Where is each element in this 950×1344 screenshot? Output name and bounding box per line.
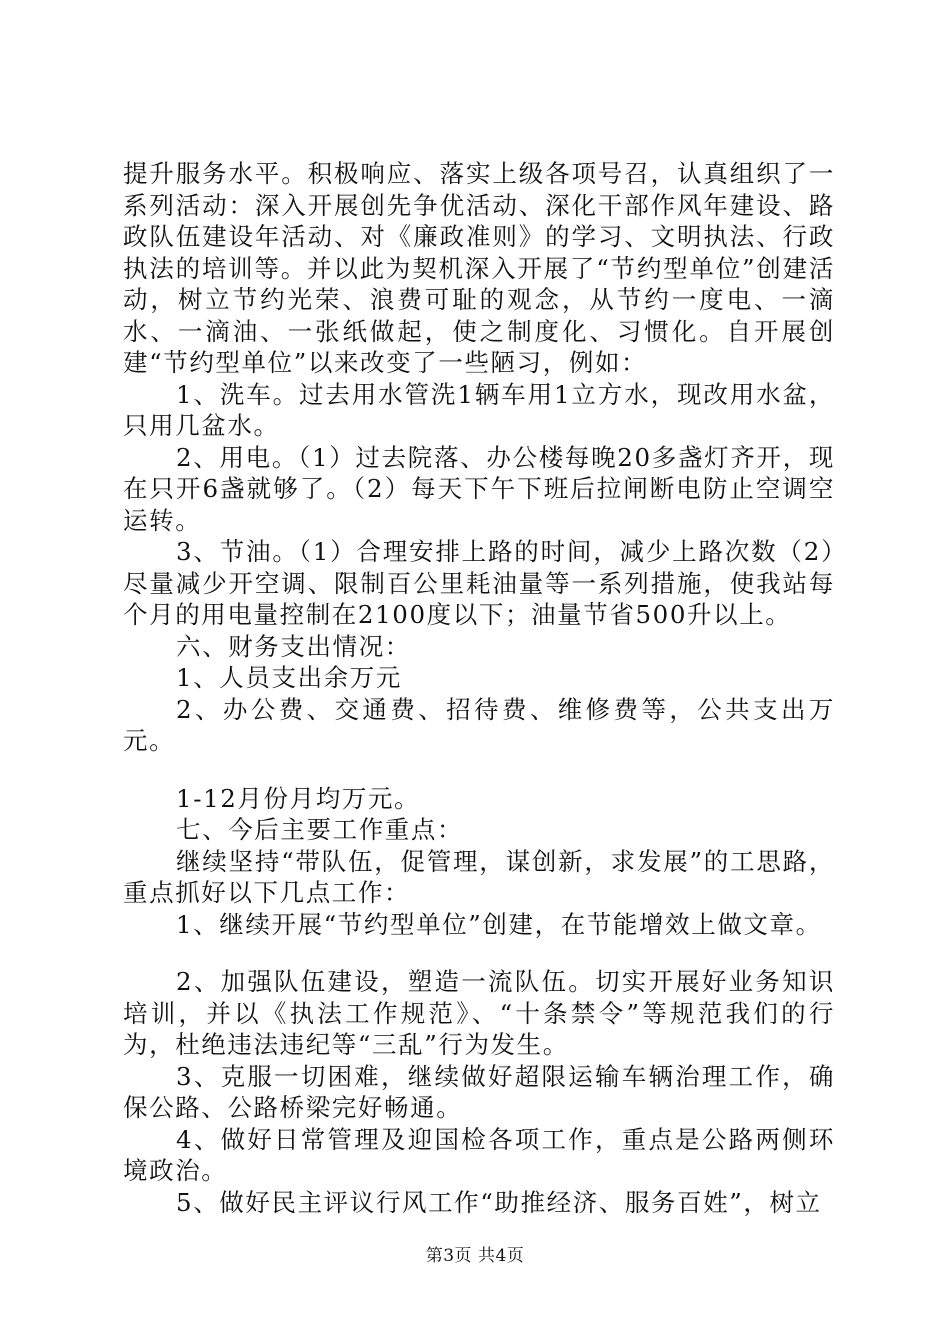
paragraph-task-5: 5、做好民主评议行风工作“助推经济、服务百姓”，树立 bbox=[176, 1187, 822, 1217]
paragraph-electricity: 2、用电。（1）过去院落、办公楼每晚20多盏灯齐开，现在只开6盏就够了。（2）每天下午下班后拉闸断电防止空调空运转。 bbox=[123, 442, 835, 535]
paragraph-public-expense: 2、办公费、交通费、招待费、维修费等，公共支出万元。 bbox=[123, 694, 835, 755]
page-footer: 第3页 共4页 bbox=[425, 1246, 525, 1266]
paragraph-monthly-average: 1-12月份月均万元。 bbox=[176, 783, 421, 813]
paragraph-task-4: 4、做好日常管理及迎国检各项工作，重点是公路两侧环境政治。 bbox=[123, 1124, 835, 1185]
paragraph-fuel: 3、节油。（1）合理安排上路的时间，减少上路次数（2）尽量减少开空调、限制百公里耗油量等一系列措施，使我站每个月的用电量控制在2100度以下；油量节省500升以上。 bbox=[123, 537, 835, 629]
document-body bbox=[123, 158, 835, 1218]
section-heading-future-work: 七、今后主要工作重点： bbox=[176, 815, 464, 844]
paragraph-task-1: 1、继续开展“节约型单位”创建，在节能增效上做文章。 bbox=[176, 909, 822, 939]
paragraph-work-approach: 继续坚持“带队伍，促管理，谋创新，求发展”的工思路，重点抓好以下几点工作： bbox=[123, 846, 835, 907]
section-heading-finance: 六、财务支出情况： bbox=[176, 631, 411, 661]
paragraph-intro: 提升服务水平。积极响应、落实上级各项号召，认真组织了一系列活动：深入开展创先争优活动、深化干部作风年建设、路政队伍建设年活动、对《廉政准则》的学习、文明执法、行政执法的培训等。并以此为契机深入开展了“节约型单位”创建活动，树立节约光荣、浪费可耻的观念，从节约一度电、一滴水、一滴油、一张纸做起，使之制度化、习惯化。自开展创建“节约型单位”以来改变了一些陋习，例如： bbox=[123, 159, 835, 377]
paragraph-personnel-expense: 1、人员支出余万元 bbox=[176, 663, 402, 692]
paragraph-task-3: 3、克服一切困难，继续做好超限运输车辆治理工作，确保公路、公路桥梁完好畅通。 bbox=[123, 1061, 835, 1122]
paragraph-task-2: 2、加强队伍建设，塑造一流队伍。切实开展好业务知识培训，并以《执法工作规范》、“十条禁令”等规范我们的行为，杜绝违法违纪等“三乱”行为发生。 bbox=[123, 967, 835, 1059]
paragraph-car-wash: 1、洗车。过去用水管洗1辆车用1立方水，现改用水盆，只用几盆水。 bbox=[123, 379, 835, 440]
